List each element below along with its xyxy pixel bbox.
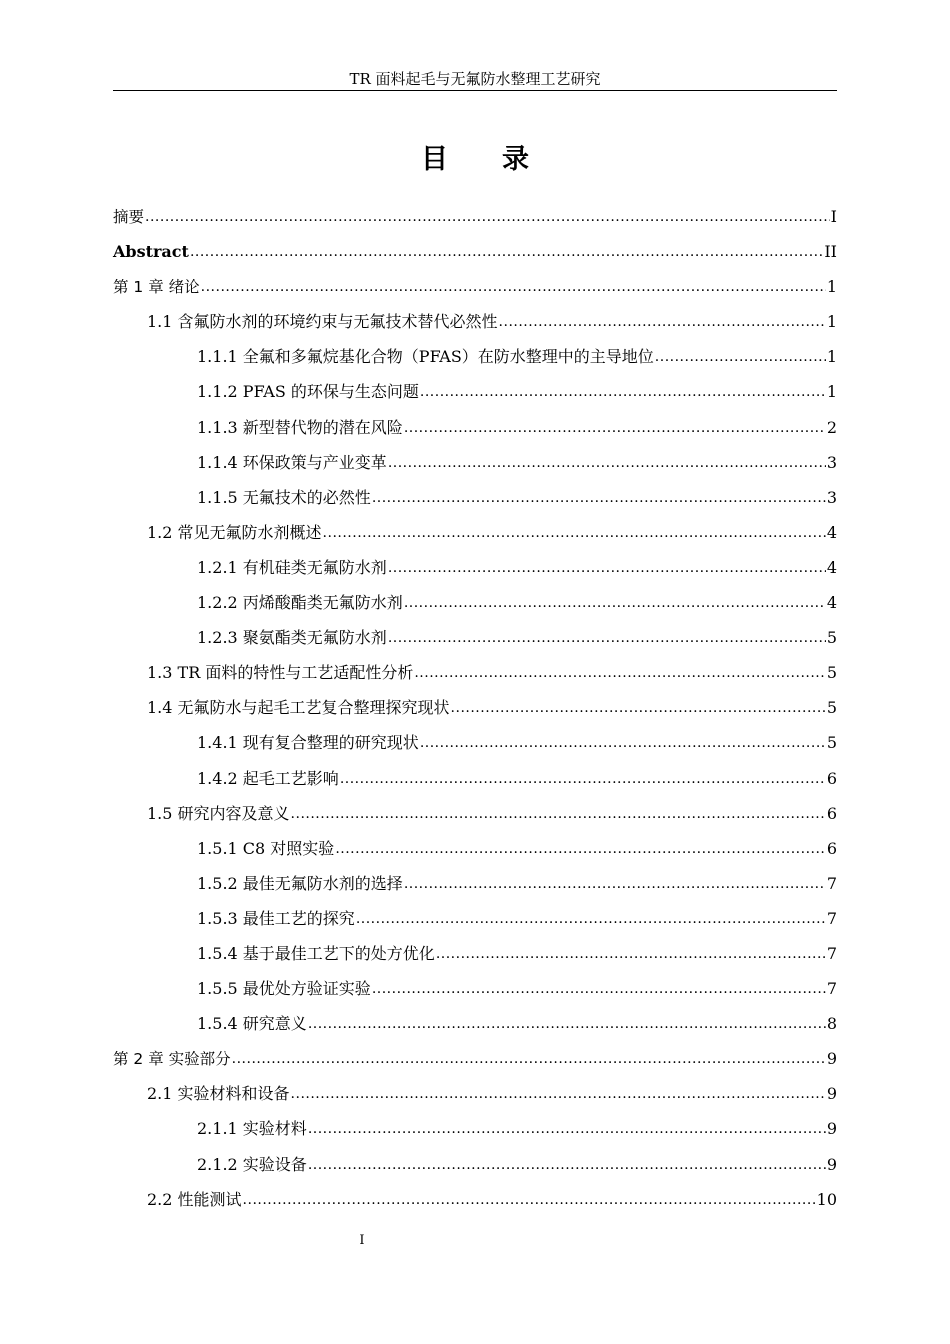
toc-entry-title: 1.4.1 现有复合整理的研究现状 xyxy=(197,733,419,753)
toc-entry-page: 7 xyxy=(826,943,837,963)
toc-entry-page: 1 xyxy=(826,382,837,402)
toc-entry-title: 1.1.1 全氟和多氟烷基化合物（PFAS）在防水整理中的主导地位 xyxy=(197,347,654,367)
toc-entry[interactable] xyxy=(113,269,837,304)
toc-entry-title: 1.5.4 研究意义 xyxy=(197,1014,307,1034)
toc-entry-page: 7 xyxy=(826,873,837,893)
toc-entry-title: 摘要 xyxy=(113,208,145,226)
toc-entry[interactable] xyxy=(113,374,837,409)
toc-entry-page: 1 xyxy=(826,312,837,332)
toc-entry[interactable] xyxy=(113,936,837,971)
toc-entry[interactable] xyxy=(113,725,837,760)
toc-dot-leader xyxy=(414,654,825,691)
toc-entry[interactable] xyxy=(113,831,837,866)
toc-entry[interactable] xyxy=(113,234,837,269)
toc-entry[interactable] xyxy=(113,1111,837,1146)
toc-entry-title: 1.2.3 聚氨酯类无氟防水剂 xyxy=(197,628,387,648)
toc-dot-leader xyxy=(335,830,826,867)
page-number: I xyxy=(359,1233,365,1248)
toc-entry-title: 1.4.2 起毛工艺影响 xyxy=(197,768,339,788)
toc-dot-leader xyxy=(388,444,826,481)
toc-dot-leader xyxy=(201,268,826,305)
toc-entry-title: 2.1 实验材料和设备 xyxy=(147,1084,290,1104)
toc-dot-leader xyxy=(436,935,826,972)
toc-entry-page: 7 xyxy=(826,979,837,999)
toc-entry-page: 6 xyxy=(826,803,837,823)
toc-dot-leader xyxy=(420,373,826,410)
toc-entry-page: 3 xyxy=(826,452,837,472)
toc-entry-title: 1.2 常见无氟防水剂概述 xyxy=(147,522,322,542)
toc-entry-title: 1.1.4 环保政策与产业变革 xyxy=(197,452,387,472)
toc-entry-title: 1.2.2 丙烯酸酯类无氟防水剂 xyxy=(197,593,403,613)
toc-entry[interactable] xyxy=(113,655,837,690)
toc-dot-leader xyxy=(232,1040,826,1077)
toc-entry-title: 第 2 章 实验部分 xyxy=(113,1050,231,1069)
toc-entry[interactable] xyxy=(113,901,837,936)
toc-entry-page: 9 xyxy=(826,1049,837,1069)
toc-entry[interactable] xyxy=(113,1147,837,1182)
toc-entry[interactable] xyxy=(113,1182,837,1217)
toc-entry-page: 5 xyxy=(826,663,837,683)
toc-entry-title: 1.1.5 无氟技术的必然性 xyxy=(197,487,371,507)
toc-entry-page: 9 xyxy=(826,1154,837,1174)
toc-entry-title: 1.2.1 有机硅类无氟防水剂 xyxy=(197,557,387,577)
toc-entry-page: 4 xyxy=(826,522,837,542)
toc-entry[interactable] xyxy=(113,690,837,725)
toc-entry-page: 9 xyxy=(826,1119,837,1139)
toc-entry[interactable] xyxy=(113,1041,837,1076)
toc-entry[interactable] xyxy=(113,761,837,796)
toc-dot-leader xyxy=(404,584,826,621)
toc-entry-title: 1.5 研究内容及意义 xyxy=(147,803,290,823)
table-of-contents xyxy=(113,199,837,1217)
toc-heading: 目 录 xyxy=(421,144,529,175)
toc-entry-page: II xyxy=(824,242,837,262)
toc-entry-title: 1.1.3 新型替代物的潜在风险 xyxy=(197,417,403,437)
toc-entry-title: 1.5.1 C8 对照实验 xyxy=(197,838,335,858)
toc-entry-title: 1.5.2 最佳无氟防水剂的选择 xyxy=(197,873,403,893)
toc-dot-leader xyxy=(499,303,826,340)
toc-dot-leader xyxy=(291,1075,826,1112)
toc-entry[interactable] xyxy=(113,339,837,374)
toc-entry-page: 1 xyxy=(826,277,837,297)
toc-entry-page: 3 xyxy=(826,487,837,507)
toc-entry[interactable] xyxy=(113,866,837,901)
toc-entry-page: 5 xyxy=(826,733,837,753)
toc-dot-leader xyxy=(372,479,826,516)
toc-entry-title: 2.1.1 实验材料 xyxy=(197,1119,307,1139)
toc-entry[interactable] xyxy=(113,620,837,655)
toc-entry[interactable] xyxy=(113,199,837,234)
toc-entry-title: 1.4 无氟防水与起毛工艺复合整理探究现状 xyxy=(147,698,450,718)
toc-dot-leader xyxy=(340,760,826,797)
toc-dot-leader xyxy=(655,338,826,375)
toc-dot-leader xyxy=(404,865,826,902)
toc-entry-title: 2.2 性能测试 xyxy=(147,1189,242,1209)
toc-dot-leader xyxy=(145,198,830,235)
toc-entry-title: 1.5.5 最优处方验证实验 xyxy=(197,979,371,999)
toc-entry-page: 6 xyxy=(826,768,837,788)
toc-entry-page: I xyxy=(830,207,837,226)
toc-dot-leader xyxy=(190,233,823,270)
toc-entry-page: 2 xyxy=(826,417,837,437)
toc-entry[interactable] xyxy=(113,550,837,585)
toc-dot-leader xyxy=(372,970,826,1007)
toc-dot-leader xyxy=(451,689,826,726)
toc-entry-title: Abstract xyxy=(113,242,189,262)
toc-dot-leader xyxy=(308,1146,826,1183)
toc-entry[interactable] xyxy=(113,445,837,480)
toc-dot-leader xyxy=(404,409,826,446)
toc-entry-page: 5 xyxy=(826,628,837,648)
toc-entry[interactable] xyxy=(113,304,837,339)
running-header: TR 面料起毛与无氟防水整理工艺研究 xyxy=(349,70,601,88)
toc-dot-leader xyxy=(291,795,826,832)
toc-entry[interactable] xyxy=(113,585,837,620)
toc-entry-title: 1.1.2 PFAS 的环保与生态问题 xyxy=(197,382,419,402)
toc-entry-page: 10 xyxy=(816,1189,837,1209)
toc-entry[interactable] xyxy=(113,480,837,515)
toc-dot-leader xyxy=(388,549,826,586)
toc-entry-page: 6 xyxy=(826,838,837,858)
toc-entry[interactable] xyxy=(113,1006,837,1041)
toc-dot-leader xyxy=(243,1181,816,1218)
toc-entry-page: 4 xyxy=(826,593,837,613)
toc-entry[interactable] xyxy=(113,1076,837,1111)
toc-entry[interactable] xyxy=(113,796,837,831)
toc-entry-title: 2.1.2 实验设备 xyxy=(197,1154,307,1174)
toc-entry-page: 7 xyxy=(826,908,837,928)
toc-dot-leader xyxy=(323,514,826,551)
toc-entry[interactable] xyxy=(113,410,837,445)
toc-dot-leader xyxy=(308,1005,826,1042)
toc-entry-title: 1.3 TR 面料的特性与工艺适配性分析 xyxy=(147,663,414,683)
toc-entry-title: 1.5.3 最佳工艺的探究 xyxy=(197,908,355,928)
toc-dot-leader xyxy=(308,1110,826,1147)
toc-entry-title: 第 1 章 绪论 xyxy=(113,278,200,297)
toc-dot-leader xyxy=(420,724,826,761)
toc-entry-page: 5 xyxy=(826,698,837,718)
header-divider xyxy=(113,90,837,91)
toc-entry[interactable] xyxy=(113,971,837,1006)
toc-entry[interactable] xyxy=(113,515,837,550)
toc-entry-page: 4 xyxy=(826,557,837,577)
toc-entry-page: 1 xyxy=(826,347,837,367)
toc-entry-page: 9 xyxy=(826,1084,837,1104)
toc-dot-leader xyxy=(388,619,826,656)
toc-dot-leader xyxy=(356,900,826,937)
toc-entry-title: 1.5.4 基于最佳工艺下的处方优化 xyxy=(197,943,435,963)
toc-entry-title: 1.1 含氟防水剂的环境约束与无氟技术替代必然性 xyxy=(147,312,498,332)
toc-entry-page: 8 xyxy=(826,1014,837,1034)
